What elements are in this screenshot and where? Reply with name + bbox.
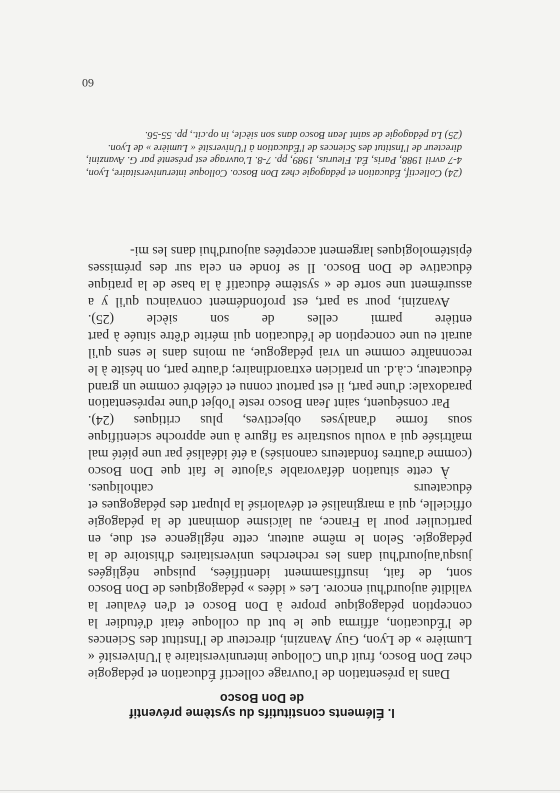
paragraph-situation: À cette situation défavorable s'ajoute le fait que Don Bosco (comme d'autres fondateurs canonisés) a été idéalisé par une piété mal maîtrisée qui a voulu soustraire sa figure à une approche scientifique sous forme d'analyses objectives, plus critiques (24). <box>88 413 472 480</box>
top-shadow-rule <box>0 790 560 791</box>
paragraph-intro: Dans la présentation de l'ouvrage collectif Éducation et pédagogie chez Don Bosco, fruit d'un Colloque interuniversitaire à l'Université « Lumière » de Lyon, Guy Avanzini, directeur de l'Institut des Sciences de l'Éducation, affirma que le but du colloque était d'étudier la conception pédagogique propre à Don Bosco et d'en évaluer la validité aujourd'hui encore. Les « idées » pédagogiques de Don Bosco sont, de fait, insuffisamment identifiées, puisque négligées jusqu'aujourd'hui dans les recherches universitaires d'histoire de la pédagogie. Selon le même auteur, cette négligence est due, en particulier pour la France, au laïcisme dominant de la pédagogie officielle, qui a marginalisé et dévalorisé la plupart des pédagogues et éducateurs catholiques. <box>88 481 472 682</box>
section-heading-line-1: I. Éléments constitutifs du système préventif <box>129 706 395 720</box>
footnote-25: (25) La pédagogie de saint Jean Bosco dans son siècle, in op.cit., pp. 55-56. <box>144 129 462 141</box>
section-heading-line-2: de Don Bosco <box>219 691 305 705</box>
paragraph-consequence: Par conséquent, saint Jean Bosco reste l'objet d'une représentation paradoxale: d'une part, il est partout connu et célébré comme un grand éducateur, c.à.d. un praticien extraordinaire; d'autre part, on hésite à le reconnaître comme un vrai pédagogue, au moins dans le sens qu'il aurait eu une conception de l'éducation qui mérite d'être située à part entière parmi celles de son siècle (25). <box>88 311 472 412</box>
footnotes <box>86 128 462 178</box>
paragraph-avanzini: Avanzini, pour sa part, est profondément convaincu qu'il y a assurément une sorte de « système éducatif à la base de la pratique éducative de Don Bosco. Il se fonde en cela sur des prémisses épistémologiques largement acceptées aujourd'hui dans les mi- <box>88 244 472 311</box>
footnote-24: (24) Collectif, Éducation et pédagogie chez Don Bosco. Colloque interuniversitaire, Lyon, 4-7 avril 1988, Paris, Éd. Fleurus, 1989, pp. 7-8. L'ouvrage est présenté par G. Avanzini, directeur de l'Institut des Sciences de l'Éducation à l'Université « Lumière » de Lyon. <box>86 141 462 178</box>
section-heading <box>92 690 432 720</box>
body-text <box>88 242 472 682</box>
page-number: 60 <box>82 76 94 90</box>
